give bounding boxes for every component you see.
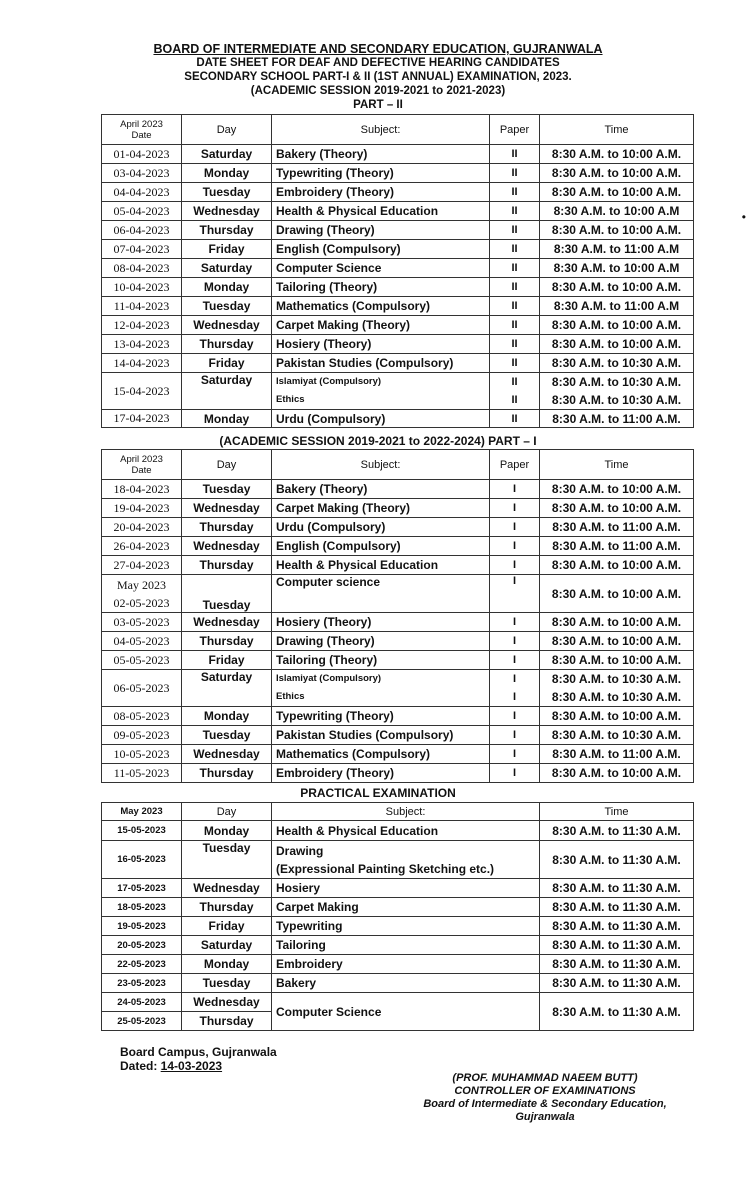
date-cell: May 2023 02-05-2023	[102, 575, 182, 613]
day-cell: Tuesday	[182, 183, 272, 202]
subject-cell: Pakistan Studies (Compulsory)	[272, 354, 490, 373]
table-row	[102, 259, 694, 278]
paper-cell: I	[490, 764, 540, 783]
time-header: Time	[540, 450, 694, 480]
day-cell: Thursday	[182, 221, 272, 240]
time-cell: 8:30 A.M. to 10:00 A.M.	[540, 613, 694, 632]
date-cell: 20-05-2023	[102, 936, 182, 955]
time-cell: 8:30 A.M. to 10:30 A.M.	[540, 354, 694, 373]
day-cell: Monday	[182, 278, 272, 297]
time-cell: 8:30 A.M. to 11:00 A.M.	[540, 410, 694, 428]
subject-cell: Mathematics (Compulsory)	[272, 745, 490, 764]
time-cell: 8:30 A.M. to 11:00 A.M.	[540, 745, 694, 764]
paper-cell: I	[490, 537, 540, 556]
table-row	[102, 745, 694, 764]
paper-cell: II	[490, 164, 540, 183]
subject-header: Subject:	[272, 450, 490, 480]
paper-cell: I	[490, 651, 540, 670]
subject-cell: Carpet Making	[272, 898, 540, 917]
subject-cell: English (Compulsory)	[272, 537, 490, 556]
day-cell: Thursday	[182, 556, 272, 575]
time-cell: 8:30 A.M. to 10:00 A.M.	[540, 480, 694, 499]
table-row	[102, 726, 694, 745]
paper-cell: I	[490, 707, 540, 726]
subject-cell: Computer science	[272, 575, 490, 613]
day-cell: Friday	[182, 240, 272, 259]
date-cell: 09-05-2023	[102, 726, 182, 745]
subject-cell: Hosiery (Theory)	[272, 613, 490, 632]
subject-cell: Embroidery (Theory)	[272, 764, 490, 783]
part-i-title: (ACADEMIC SESSION 2019-2021 to 2022-2024) PART – I	[219, 434, 537, 448]
time-cell: 8:30 A.M. to 10:00 A.M.	[540, 707, 694, 726]
table-row	[102, 936, 694, 955]
paper-cell: I	[490, 499, 540, 518]
part-ii-title: PART – II	[353, 99, 403, 111]
date-cell: 19-05-2023	[102, 917, 182, 936]
table-row	[102, 841, 694, 879]
paper-cell: I	[490, 518, 540, 537]
date-cell: 05-04-2023	[102, 202, 182, 221]
subject-cell: Computer Science	[272, 259, 490, 278]
day-cell: Tuesday	[182, 974, 272, 993]
table-row	[102, 556, 694, 575]
day-cell: Friday	[182, 354, 272, 373]
time-cell: 8:30 A.M. to 11:00 A.M.	[540, 518, 694, 537]
date-cell: 23-05-2023	[102, 974, 182, 993]
paper-cell: II	[490, 145, 540, 164]
date-cell: 16-05-2023	[102, 841, 182, 879]
time-cell: 8:30 A.M. to 10:00 A.M.	[540, 651, 694, 670]
paper-cell: I I	[490, 670, 540, 707]
subject-cell: Drawing (Expressional Painting Sketching etc.)	[272, 841, 540, 879]
signature-block	[420, 1072, 670, 1124]
day-header: Day	[182, 803, 272, 821]
day-cell: Tuesday	[182, 726, 272, 745]
paper-cell: II	[490, 183, 540, 202]
subject-cell: Urdu (Compulsory)	[272, 518, 490, 537]
table-row	[102, 879, 694, 898]
time-cell: 8:30 A.M. to 10:00 A.M	[540, 202, 694, 221]
table-row	[102, 297, 694, 316]
practical-title: PRACTICAL EXAMINATION	[300, 786, 456, 800]
subject-cell: Hosiery (Theory)	[272, 335, 490, 354]
scan-mark: •	[741, 210, 746, 224]
time-cell: 8:30 A.M. to 11:30 A.M.	[540, 955, 694, 974]
paper-cell: II II	[490, 373, 540, 410]
paper-header: Paper	[490, 115, 540, 145]
day-cell: Tuesday	[182, 297, 272, 316]
paper-cell: II	[490, 354, 540, 373]
campus-label: Board Campus, Gujranwala	[120, 1045, 277, 1059]
paper-cell: II	[490, 335, 540, 354]
table-row	[102, 898, 694, 917]
date-cell: 22-05-2023	[102, 955, 182, 974]
table-row	[102, 499, 694, 518]
time-cell: 8:30 A.M. to 10:30 A.M.	[540, 726, 694, 745]
subject-cell: Computer Science	[272, 993, 540, 1031]
table-row	[102, 145, 694, 164]
day-cell: Friday	[182, 917, 272, 936]
day-cell: Monday	[182, 821, 272, 841]
time-cell: 8:30 A.M. to 10:30 A.M. 8:30 A.M. to 10:30 A.M.	[540, 373, 694, 410]
board-name: Board of Intermediate & Secondary Education,	[423, 1098, 667, 1110]
day-cell: Thursday	[182, 898, 272, 917]
table-row	[102, 278, 694, 297]
table-row	[102, 993, 694, 1012]
date-cell: 07-04-2023	[102, 240, 182, 259]
day-header: Day	[182, 115, 272, 145]
day-cell: Wednesday	[182, 993, 272, 1012]
time-cell: 8:30 A.M. to 10:00 A.M.	[540, 221, 694, 240]
table-row	[102, 575, 694, 613]
subject-cell: English (Compulsory)	[272, 240, 490, 259]
table-row	[102, 651, 694, 670]
date-cell: 12-04-2023	[102, 316, 182, 335]
time-cell: 8:30 A.M. to 10:00 A.M.	[540, 556, 694, 575]
time-cell: 8:30 A.M. to 10:00 A.M.	[540, 575, 694, 613]
time-cell: 8:30 A.M. to 11:00 A.M	[540, 240, 694, 259]
date-cell: 05-05-2023	[102, 651, 182, 670]
table-row	[102, 974, 694, 993]
date-cell: 26-04-2023	[102, 537, 182, 556]
subject-cell: Health & Physical Education	[272, 821, 540, 841]
time-cell: 8:30 A.M. to 10:00 A.M.	[540, 335, 694, 354]
time-cell: 8:30 A.M. to 10:00 A.M.	[540, 145, 694, 164]
part-ii-table	[101, 114, 694, 428]
date-cell: 19-04-2023	[102, 499, 182, 518]
sheet-title: DATE SHEET FOR DEAF AND DEFECTIVE HEARING CANDIDATES	[196, 57, 560, 69]
table-row	[102, 917, 694, 936]
subject-cell: Typewriting (Theory)	[272, 707, 490, 726]
date-cell: 18-04-2023	[102, 480, 182, 499]
paper-cell: II	[490, 240, 540, 259]
time-cell: 8:30 A.M. to 11:30 A.M.	[540, 974, 694, 993]
date-cell: 03-05-2023	[102, 613, 182, 632]
time-cell: 8:30 A.M. to 10:00 A.M.	[540, 499, 694, 518]
date-cell: 10-05-2023	[102, 745, 182, 764]
paper-cell: II	[490, 297, 540, 316]
subject-cell: Carpet Making (Theory)	[272, 316, 490, 335]
table-row	[102, 764, 694, 783]
subject-cell: Hosiery	[272, 879, 540, 898]
subject-cell: Urdu (Compulsory)	[272, 410, 490, 428]
day-cell: Saturday	[182, 145, 272, 164]
day-cell: Thursday	[182, 632, 272, 651]
time-header: Time	[540, 803, 694, 821]
controller-name: (PROF. MUHAMMAD NAEEM BUTT)	[452, 1072, 638, 1084]
day-cell: Thursday	[182, 518, 272, 537]
table-row	[102, 202, 694, 221]
date-cell: 11-04-2023	[102, 297, 182, 316]
exam-title: SECONDARY SCHOOL PART-I & II (1ST ANNUAL) EXAMINATION, 2023.	[184, 71, 572, 83]
date-cell: 10-04-2023	[102, 278, 182, 297]
paper-cell: I	[490, 745, 540, 764]
subject-cell: Bakery	[272, 974, 540, 993]
time-cell: 8:30 A.M. to 10:00 A.M.	[540, 632, 694, 651]
date-cell: 11-05-2023	[102, 764, 182, 783]
paper-cell: I	[490, 556, 540, 575]
paper-cell: II	[490, 316, 540, 335]
day-cell: Saturday	[182, 259, 272, 278]
subject-cell: Pakistan Studies (Compulsory)	[272, 726, 490, 745]
subject-cell: Typewriting	[272, 917, 540, 936]
table-row	[102, 955, 694, 974]
table-row	[102, 670, 694, 707]
date-cell: 04-05-2023	[102, 632, 182, 651]
time-cell: 8:30 A.M. to 10:00 A.M.	[540, 183, 694, 202]
date-cell: 04-04-2023	[102, 183, 182, 202]
date-cell: 06-04-2023	[102, 221, 182, 240]
date-cell: 25-05-2023	[102, 1012, 182, 1031]
day-cell: Monday	[182, 164, 272, 183]
day-cell: Thursday	[182, 764, 272, 783]
table-row	[102, 632, 694, 651]
paper-cell: I	[490, 575, 540, 613]
time-cell: 8:30 A.M. to 11:30 A.M.	[540, 936, 694, 955]
subject-cell: Tailoring	[272, 936, 540, 955]
subject-cell: Bakery (Theory)	[272, 145, 490, 164]
subject-cell: Typewriting (Theory)	[272, 164, 490, 183]
date-cell: 27-04-2023	[102, 556, 182, 575]
subject-cell: Tailoring (Theory)	[272, 278, 490, 297]
date-cell: 18-05-2023	[102, 898, 182, 917]
date-cell: 13-04-2023	[102, 335, 182, 354]
table-row	[102, 221, 694, 240]
date-cell: 15-05-2023	[102, 821, 182, 841]
time-cell: 8:30 A.M. to 10:00 A.M.	[540, 164, 694, 183]
subject-header: Subject:	[272, 803, 540, 821]
day-cell: Wednesday	[182, 613, 272, 632]
table-row	[102, 707, 694, 726]
table-row	[102, 613, 694, 632]
paper-header: Paper	[490, 450, 540, 480]
table-row	[102, 164, 694, 183]
part-i-table	[101, 449, 694, 783]
date-header: May 2023	[102, 803, 182, 821]
table-row	[102, 316, 694, 335]
paper-cell: II	[490, 278, 540, 297]
paper-cell: I	[490, 632, 540, 651]
paper-cell: II	[490, 410, 540, 428]
time-cell: 8:30 A.M. to 11:30 A.M.	[540, 841, 694, 879]
table-row	[102, 240, 694, 259]
table-header-row	[102, 450, 694, 480]
subject-header: Subject:	[272, 115, 490, 145]
time-cell: 8:30 A.M. to 11:00 A.M	[540, 297, 694, 316]
day-cell: Tuesday	[182, 841, 272, 879]
subject-cell: Islamiyat (Compulsory) Ethics	[272, 670, 490, 707]
paper-cell: II	[490, 221, 540, 240]
paper-cell: II	[490, 259, 540, 278]
time-cell: 8:30 A.M. to 11:30 A.M.	[540, 993, 694, 1031]
date-cell: 20-04-2023	[102, 518, 182, 537]
time-header: Time	[540, 115, 694, 145]
paper-cell: I	[490, 480, 540, 499]
subject-cell: Embroidery	[272, 955, 540, 974]
date-cell: 08-05-2023	[102, 707, 182, 726]
date-cell: 03-04-2023	[102, 164, 182, 183]
paper-cell: II	[490, 202, 540, 221]
time-cell: 8:30 A.M. to 10:30 A.M. 8:30 A.M. to 10:30 A.M.	[540, 670, 694, 707]
time-cell: 8:30 A.M. to 10:00 A.M.	[540, 316, 694, 335]
day-cell: Saturday	[182, 373, 272, 410]
date-cell: 14-04-2023	[102, 354, 182, 373]
day-cell: Monday	[182, 955, 272, 974]
date-cell: 24-05-2023	[102, 993, 182, 1012]
table-row	[102, 373, 694, 410]
subject-cell: Health & Physical Education	[272, 556, 490, 575]
day-cell: Thursday	[182, 1012, 272, 1031]
controller-title: CONTROLLER OF EXAMINATIONS	[454, 1085, 636, 1097]
city-name: Gujranwala	[515, 1111, 575, 1123]
day-cell: Wednesday	[182, 537, 272, 556]
practical-table	[101, 802, 694, 1031]
subject-cell: Mathematics (Compulsory)	[272, 297, 490, 316]
day-cell: Tuesday	[182, 575, 272, 613]
table-row	[102, 335, 694, 354]
date-header: April 2023 Date	[102, 115, 182, 145]
dated-value: 14-03-2023	[160, 1059, 223, 1073]
subject-cell: Embroidery (Theory)	[272, 183, 490, 202]
table-header-row	[102, 803, 694, 821]
subject-cell: Drawing (Theory)	[272, 632, 490, 651]
time-cell: 8:30 A.M. to 10:00 A.M.	[540, 764, 694, 783]
table-row	[102, 518, 694, 537]
date-cell: 17-05-2023	[102, 879, 182, 898]
day-cell: Wednesday	[182, 316, 272, 335]
day-cell: Friday	[182, 651, 272, 670]
day-cell: Wednesday	[182, 202, 272, 221]
time-cell: 8:30 A.M. to 10:00 A.M.	[540, 278, 694, 297]
subject-cell: Bakery (Theory)	[272, 480, 490, 499]
day-cell: Monday	[182, 410, 272, 428]
dated-line: Dated: 14-03-2023	[120, 1059, 223, 1073]
paper-cell: I	[490, 613, 540, 632]
table-row	[102, 821, 694, 841]
time-cell: 8:30 A.M. to 11:30 A.M.	[540, 879, 694, 898]
table-row	[102, 480, 694, 499]
day-cell: Saturday	[182, 670, 272, 707]
subject-cell: Drawing (Theory)	[272, 221, 490, 240]
time-cell: 8:30 A.M. to 11:30 A.M.	[540, 821, 694, 841]
footer-campus-block	[120, 1045, 277, 1073]
date-cell: 08-04-2023	[102, 259, 182, 278]
board-title: BOARD OF INTERMEDIATE AND SECONDARY EDUCATION, GUJRANWALA	[153, 42, 603, 56]
date-cell: 15-04-2023	[102, 373, 182, 410]
table-row	[102, 183, 694, 202]
time-cell: 8:30 A.M. to 11:30 A.M.	[540, 898, 694, 917]
day-cell: Thursday	[182, 335, 272, 354]
date-cell: 01-04-2023	[102, 145, 182, 164]
date-cell: 06-05-2023	[102, 670, 182, 707]
subject-cell: Tailoring (Theory)	[272, 651, 490, 670]
date-cell: 17-04-2023	[102, 410, 182, 428]
table-row	[102, 354, 694, 373]
table-row	[102, 537, 694, 556]
day-cell: Wednesday	[182, 499, 272, 518]
date-header: April 2023 Date	[102, 450, 182, 480]
day-cell: Wednesday	[182, 879, 272, 898]
table-row	[102, 410, 694, 428]
subject-cell: Health & Physical Education	[272, 202, 490, 221]
session-title: (ACADEMIC SESSION 2019-2021 to 2021-2023)	[250, 85, 506, 97]
time-cell: 8:30 A.M. to 11:30 A.M.	[540, 917, 694, 936]
table-header-row	[102, 115, 694, 145]
day-cell: Monday	[182, 707, 272, 726]
time-cell: 8:30 A.M. to 10:00 A.M	[540, 259, 694, 278]
paper-cell: I	[490, 726, 540, 745]
day-cell: Saturday	[182, 936, 272, 955]
day-cell: Tuesday	[182, 480, 272, 499]
subject-cell: Islamiyat (Compulsory) Ethics	[272, 373, 490, 410]
day-cell: Wednesday	[182, 745, 272, 764]
day-header: Day	[182, 450, 272, 480]
time-cell: 8:30 A.M. to 11:00 A.M.	[540, 537, 694, 556]
subject-cell: Carpet Making (Theory)	[272, 499, 490, 518]
